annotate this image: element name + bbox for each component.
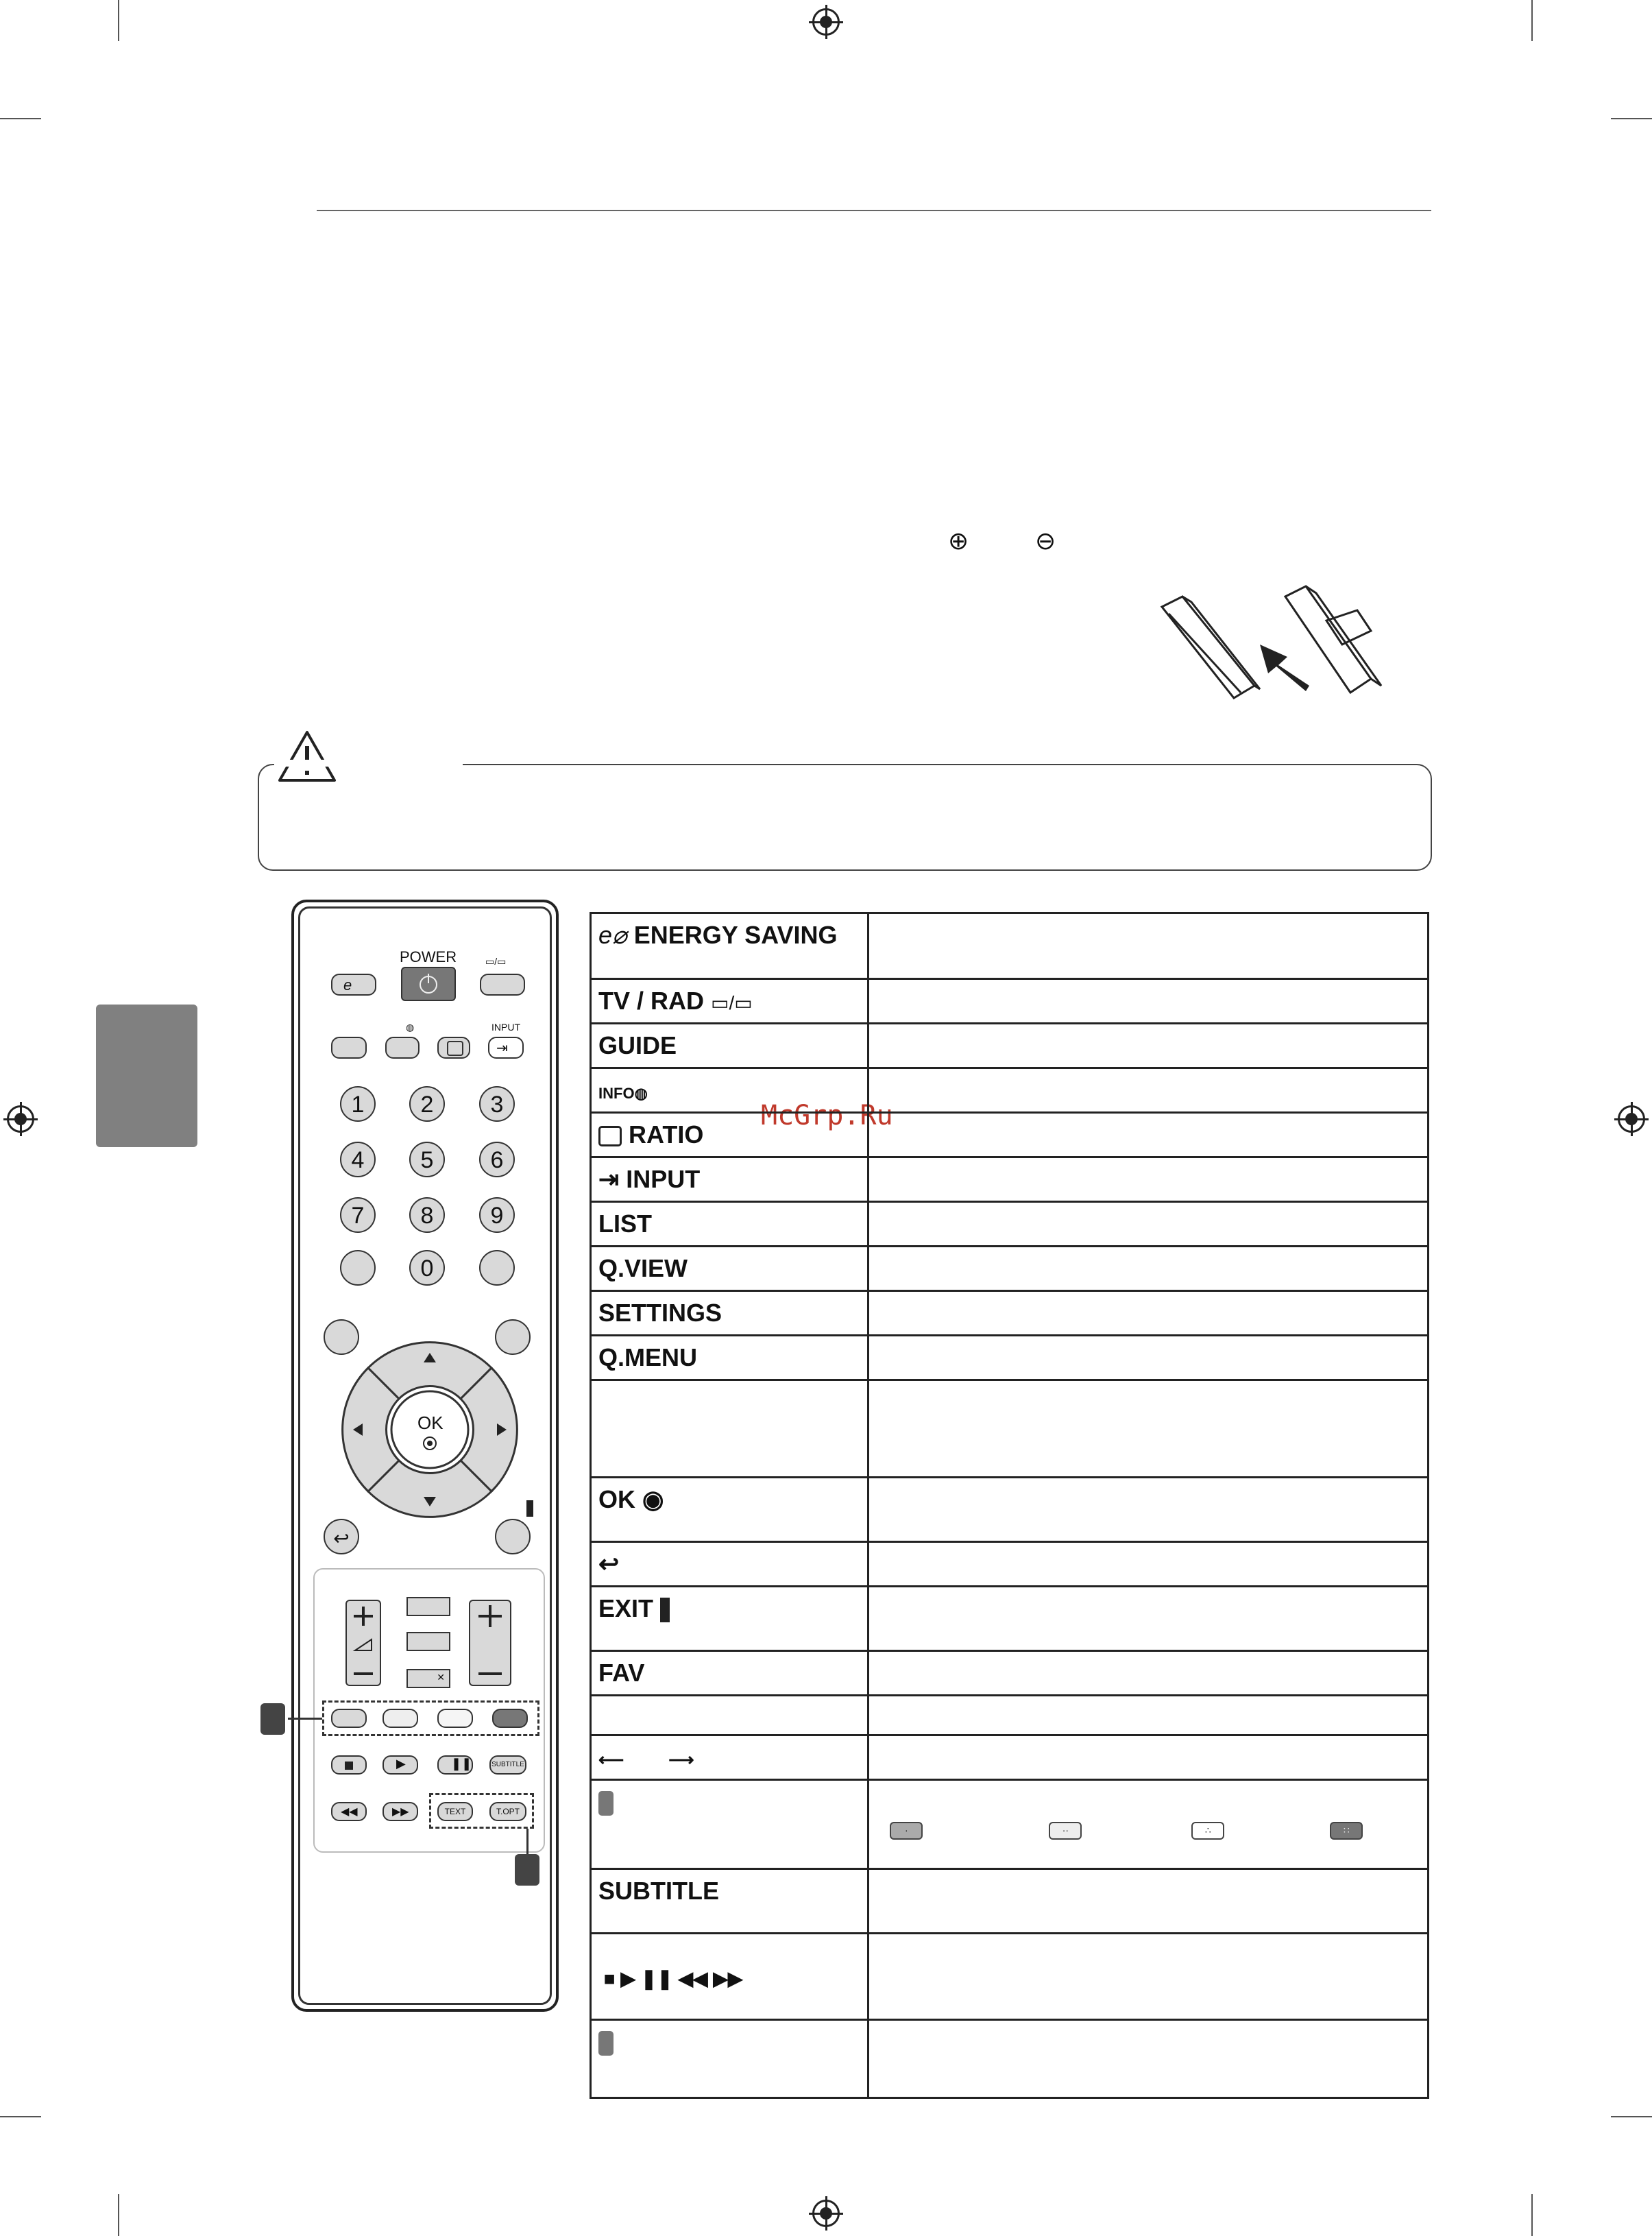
input-label: INPUT — [491, 1022, 520, 1033]
playback-icons: ■ ▶ ❚❚ ◀◀ ▶▶ — [598, 1967, 743, 1989]
table-row-key — [591, 2020, 868, 2098]
fav-button[interactable] — [406, 1597, 450, 1616]
table-row-description — [868, 1068, 1429, 1113]
battery-plus-icon: ⊕ — [948, 527, 969, 555]
stop-button[interactable] — [331, 1755, 367, 1775]
table-row-key — [591, 1696, 868, 1735]
table-row-description — [868, 913, 1429, 979]
table-row-description — [868, 1934, 1429, 2020]
caution-box-gap — [274, 760, 463, 767]
ratio-button[interactable] — [437, 1037, 470, 1059]
table-row-description — [868, 1478, 1429, 1542]
digit-2-button[interactable]: 2 — [409, 1086, 445, 1122]
guide-button[interactable] — [331, 1037, 367, 1059]
table-row-description — [868, 1696, 1429, 1735]
digit-1-button[interactable]: 1 — [340, 1086, 376, 1122]
table-row-key: OK ◉ — [591, 1478, 868, 1542]
yellow-button[interactable] — [437, 1709, 473, 1728]
play-icon: ▶ — [396, 1757, 406, 1770]
marker-icon — [598, 2031, 614, 2056]
registration-mark-icon — [812, 2200, 840, 2227]
table-row-key: INFO◍ — [591, 1068, 868, 1113]
q-view-button[interactable] — [479, 1250, 515, 1286]
table-row-description — [868, 1336, 1429, 1380]
table-row-description — [868, 1735, 1429, 1780]
table-row-key: SUBTITLE — [591, 1869, 868, 1934]
table-row-key — [591, 1780, 868, 1869]
input-icon: ⇥ — [598, 1165, 620, 1193]
key-description-table — [590, 912, 1429, 2099]
caution-box — [258, 764, 1432, 871]
table-row-key: ⇥ INPUT — [591, 1157, 868, 1202]
input-icon: ⇥ — [496, 1041, 508, 1056]
list-button[interactable] — [340, 1250, 376, 1286]
play-button[interactable] — [382, 1755, 418, 1775]
table-row-description — [868, 1113, 1429, 1157]
digit-7-button[interactable]: 7 — [340, 1197, 376, 1233]
input-button[interactable] — [488, 1037, 524, 1059]
table-row-description — [868, 1542, 1429, 1587]
registration-mark-icon — [812, 8, 840, 36]
ratio-icon — [598, 1126, 622, 1146]
yellow-button-icon: ∴ — [1191, 1822, 1224, 1840]
digit-6-button[interactable]: 6 — [479, 1142, 515, 1177]
table-row-key: Q.VIEW — [591, 1247, 868, 1291]
blue-button[interactable] — [492, 1709, 528, 1728]
eco-icon: e — [343, 976, 352, 994]
table-row-key: GUIDE — [591, 1024, 868, 1068]
t-opt-button[interactable]: T.OPT — [489, 1802, 526, 1821]
digit-3-button[interactable]: 3 — [479, 1086, 515, 1122]
pause-button[interactable] — [437, 1755, 473, 1775]
exit-button[interactable] — [495, 1519, 531, 1554]
digit-9-button[interactable]: 9 — [479, 1197, 515, 1233]
mute-icon: ✕ — [437, 1672, 445, 1683]
eco-icon: e⌀ — [598, 921, 627, 949]
fast-forward-button[interactable] — [382, 1802, 418, 1821]
table-row-description — [868, 1587, 1429, 1651]
table-row-key: RATIO — [591, 1113, 868, 1157]
table-row-description — [868, 1380, 1429, 1478]
table-row-description — [868, 1780, 1429, 1869]
tv-rad-icon: ▭/▭ — [711, 992, 753, 1013]
exit-icon — [660, 1598, 670, 1622]
back-icon: ↩ — [598, 1550, 620, 1578]
pause-icon: ❚❚ — [451, 1757, 472, 1770]
info-icon: ◍ — [634, 1085, 648, 1102]
subtitle-button[interactable]: SUBTITLE — [489, 1755, 526, 1775]
table-row-key — [591, 1542, 868, 1587]
ok-icon: ◉ — [642, 1485, 664, 1513]
back-icon: ↩ — [333, 1528, 350, 1549]
table-row-key — [591, 1934, 868, 2020]
callout-line — [526, 1829, 529, 1856]
table-row-key: e⌀ ENERGY SAVING — [591, 913, 868, 979]
table-row-description — [868, 1651, 1429, 1696]
crop-mark — [1611, 118, 1652, 119]
table-row-key: EXIT — [591, 1587, 868, 1651]
table-row-key: FAV — [591, 1651, 868, 1696]
table-row-key — [591, 1380, 868, 1478]
program-rocker[interactable] — [469, 1600, 511, 1686]
table-row-description — [868, 1247, 1429, 1291]
energy-saving-button[interactable] — [331, 974, 376, 996]
crop-mark — [0, 118, 41, 119]
callout-marker — [260, 1703, 285, 1735]
three-d-button[interactable] — [406, 1632, 450, 1651]
green-button[interactable] — [382, 1709, 418, 1728]
table-row-description — [868, 2020, 1429, 2098]
power-label: POWER — [400, 948, 457, 965]
blue-button-icon: ∷ — [1330, 1822, 1363, 1840]
table-row-key: Q.MENU — [591, 1336, 868, 1380]
table-row-key — [591, 1735, 868, 1780]
red-button[interactable] — [331, 1709, 367, 1728]
info-icon: ◍ — [406, 1022, 415, 1033]
battery-minus-icon: ⊖ — [1035, 527, 1056, 555]
registration-mark-icon — [7, 1105, 34, 1133]
exit-icon — [526, 1500, 533, 1517]
fast-forward-icon: ▶▶ — [392, 1806, 409, 1818]
rewind-icon: ◀◀ — [341, 1806, 358, 1818]
crop-mark — [118, 2194, 119, 2236]
digit-8-button[interactable]: 8 — [409, 1197, 445, 1233]
ratio-icon — [447, 1041, 463, 1056]
info-button[interactable] — [385, 1037, 420, 1059]
page-arrows-icon: ⟵ ⟶ — [598, 1749, 694, 1770]
table-row-key: TV / RAD ▭/▭ — [591, 979, 868, 1024]
crop-mark — [1531, 2194, 1533, 2236]
table-row-description — [868, 1869, 1429, 1934]
red-button-icon: · — [890, 1822, 923, 1840]
digit-5-button[interactable]: 5 — [409, 1142, 445, 1177]
table-row-description — [868, 1157, 1429, 1202]
header-rule — [317, 210, 1431, 211]
marker-icon — [598, 1791, 614, 1816]
rewind-button[interactable] — [331, 1802, 367, 1821]
tv-rad-button[interactable] — [480, 974, 525, 996]
ok-label: OK — [417, 1412, 444, 1433]
power-button[interactable] — [401, 967, 456, 1001]
power-icon — [402, 968, 454, 1000]
mute-button[interactable] — [406, 1669, 450, 1688]
crop-mark — [1531, 0, 1533, 41]
back-button[interactable] — [324, 1519, 359, 1554]
volume-rocker[interactable] — [345, 1600, 381, 1686]
table-row-key: SETTINGS — [591, 1291, 868, 1336]
callout-marker — [515, 1854, 539, 1886]
table-row-key: LIST — [591, 1202, 868, 1247]
table-row-description — [868, 979, 1429, 1024]
digit-0-button[interactable]: 0 — [409, 1250, 445, 1286]
digit-4-button[interactable]: 4 — [340, 1142, 376, 1177]
crop-mark — [118, 0, 119, 41]
text-button[interactable]: TEXT — [437, 1802, 473, 1821]
insert-arrow-icon — [1260, 645, 1309, 691]
table-row-description — [868, 1024, 1429, 1068]
tv-rad-icon: ▭/▭ — [485, 956, 507, 967]
battery-cover-illustration — [1152, 583, 1405, 720]
crop-mark — [0, 2116, 41, 2117]
registration-mark-icon — [1618, 1105, 1645, 1133]
chapter-tab — [96, 1005, 197, 1147]
crop-mark — [1611, 2116, 1652, 2117]
watermark: McGrp.Ru — [761, 1100, 893, 1131]
table-row-description — [868, 1202, 1429, 1247]
table-row-description — [868, 1291, 1429, 1336]
callout-line — [288, 1718, 322, 1720]
green-button-icon: ·· — [1049, 1822, 1082, 1840]
